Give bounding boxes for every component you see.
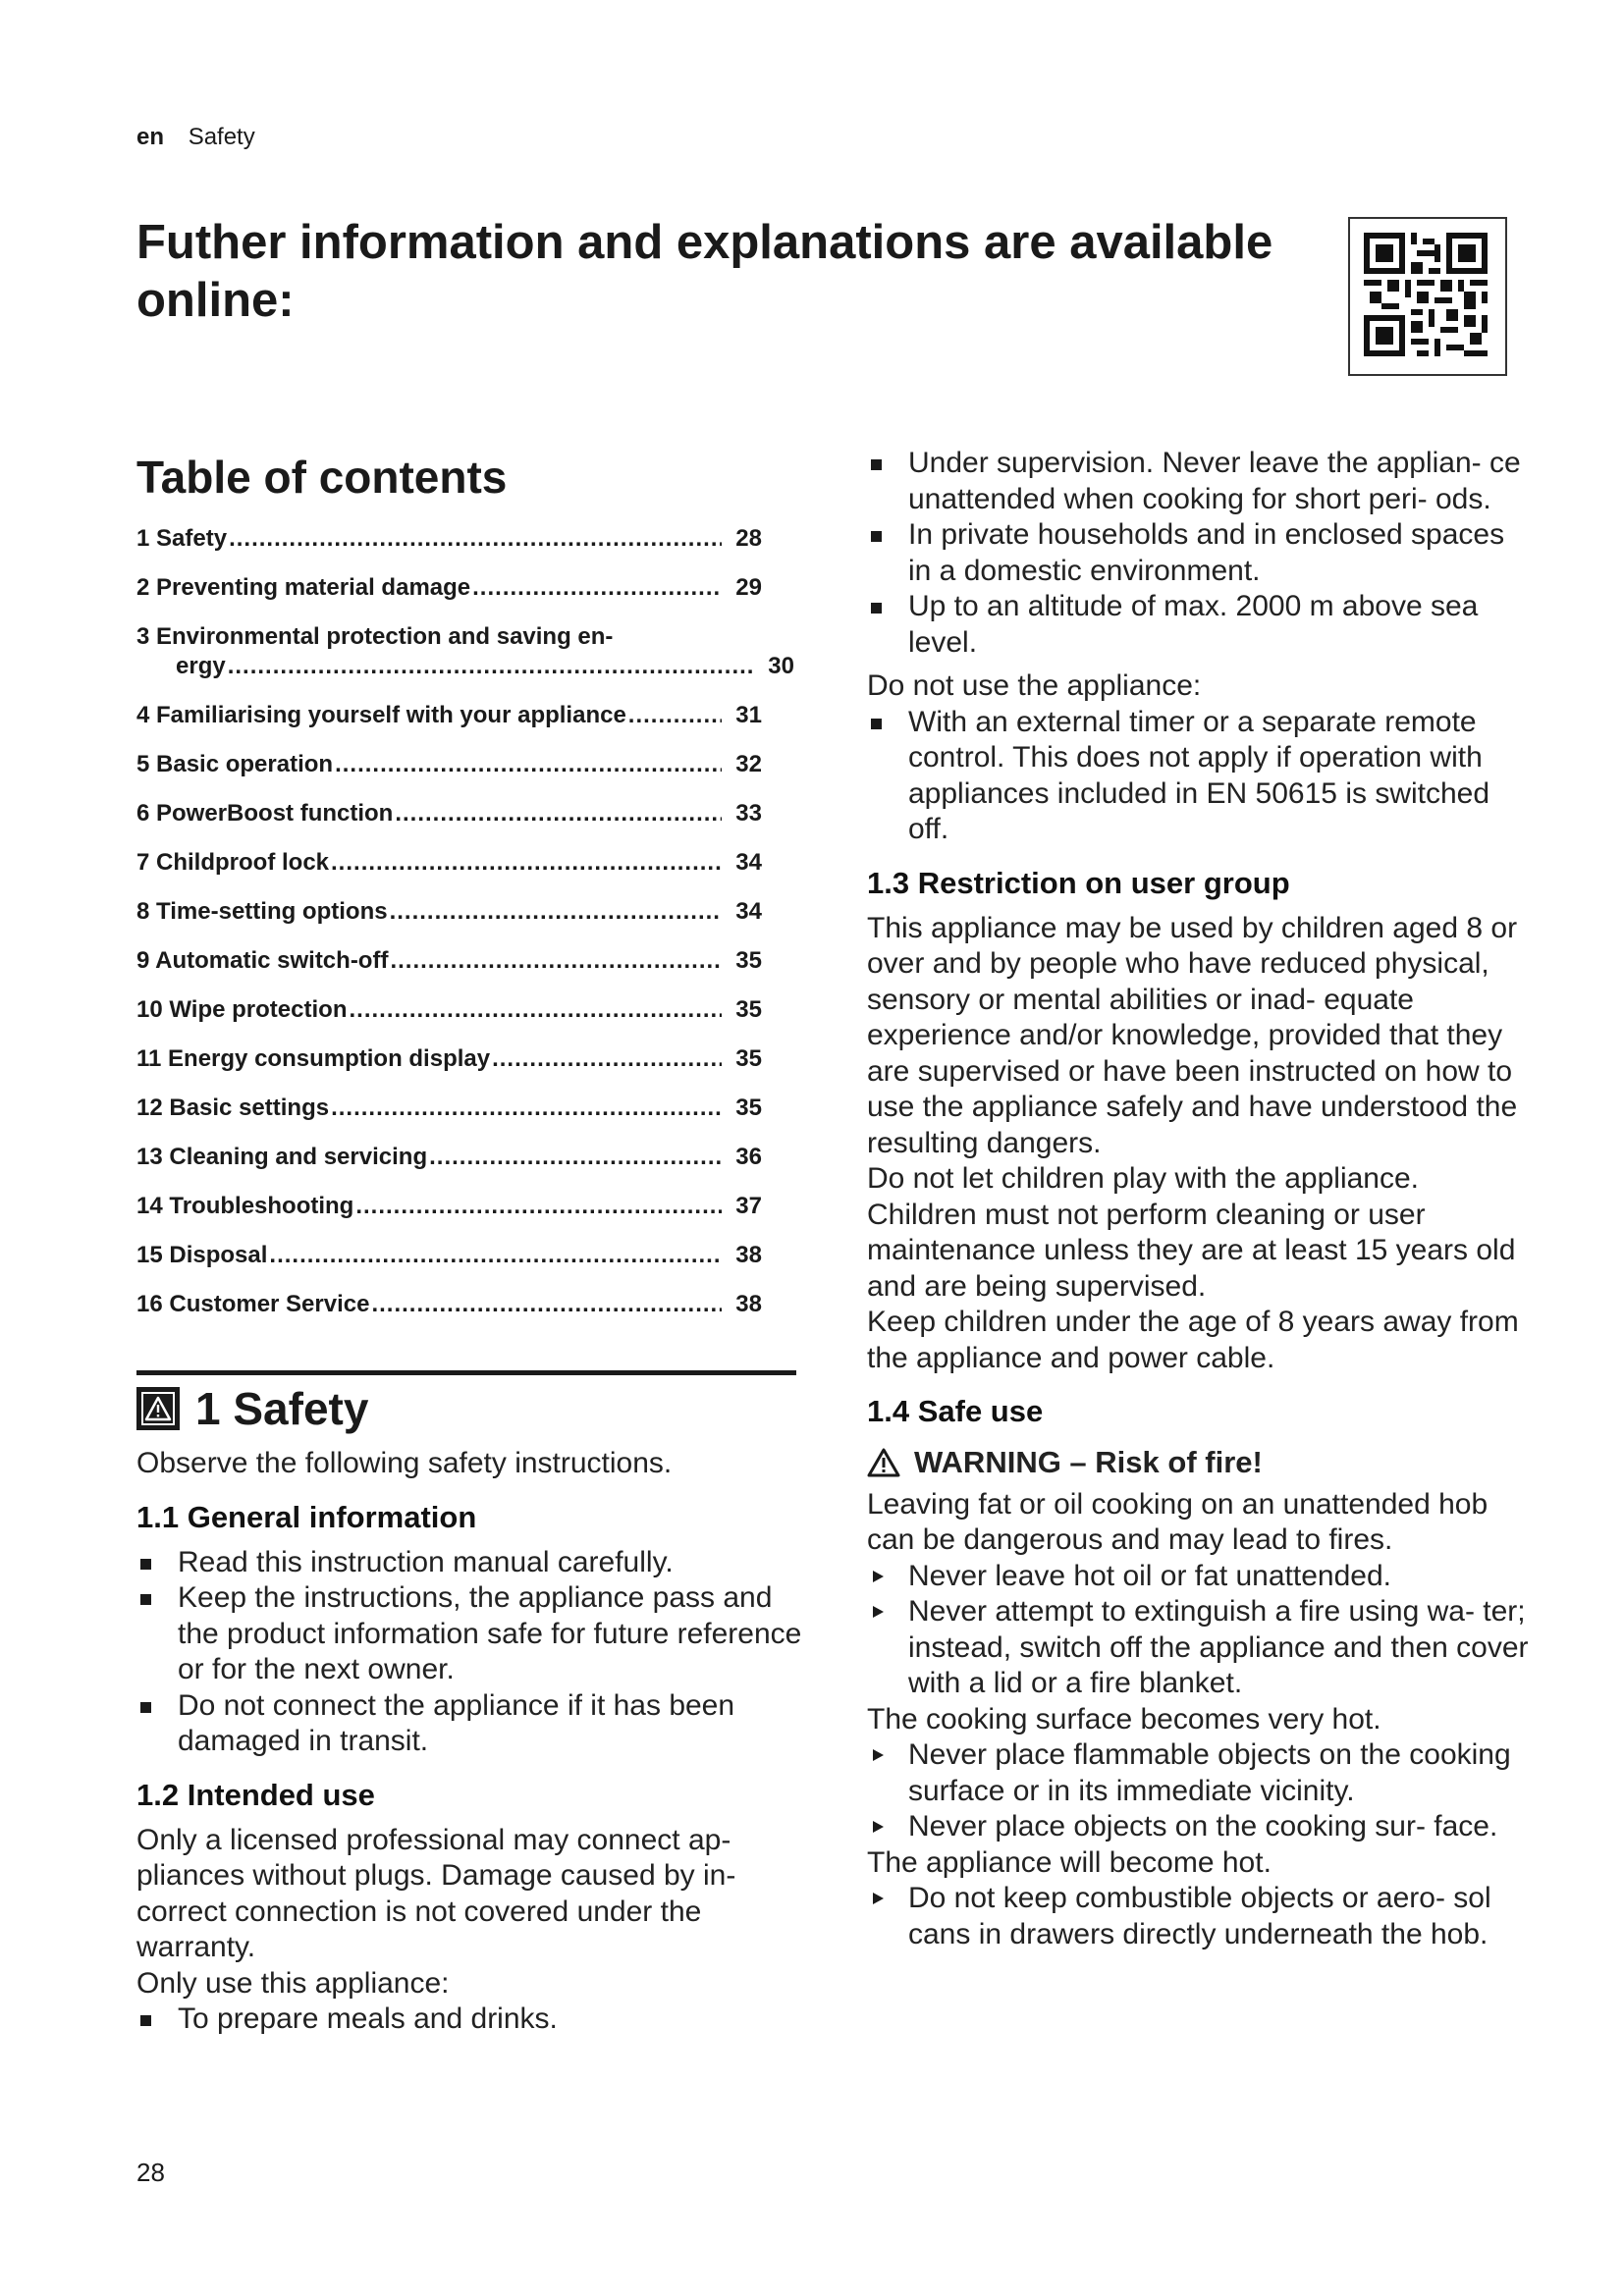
paragraph: The appliance will become hot. (867, 1845, 1272, 1879)
list-item: Never place objects on the cooking sur- face. (867, 1809, 1535, 1845)
toc-entry[interactable]: 8 Time-setting options ..... 34 (136, 897, 762, 927)
toc-entry[interactable]: 12 Basic settings ..... 35 (136, 1094, 762, 1123)
toc-entry[interactable]: 7 Childproof lock ..... 34 (136, 848, 762, 878)
toc-entry[interactable]: 15 Disposal ..... 38 (136, 1241, 762, 1270)
subheading-safe-use: 1.4 Safe use (867, 1394, 1044, 1428)
list-item: Up to an altitude of max. 2000 m above sea level. (867, 589, 1535, 661)
right-column (867, 446, 1535, 1952)
paragraph: This appliance may be used by children aged 8 or over and by people who have reduced physical, sensory or mental abilities or inad- equate experience and/or knowledge, provided that they are supervised or have been instructed on how to use the appliance safely and have understood the resulting dangers. (867, 911, 1518, 1159)
paragraph: Do not let children play with the appliance. (867, 1162, 1420, 1195)
toc (136, 450, 796, 1339)
toc-entry[interactable]: 1 Safety ..... 28 (136, 524, 762, 554)
steps-list (867, 1881, 1535, 1952)
page-number: 28 (136, 2158, 165, 2187)
toc-entry[interactable]: 6 PowerBoost function ..... 33 (136, 799, 762, 828)
qr-code-icon (1348, 217, 1507, 376)
section-name: Safety (188, 124, 255, 150)
toc-entry[interactable]: 14 Troubleshooting ..... 37 (136, 1192, 762, 1221)
safety-left-body (136, 1446, 804, 2038)
paragraph: Only a licensed professional may connect ap- pliances without plugs. Damage caused by in- correct connection is not covered under the warranty. (136, 1823, 736, 1963)
steps-list (867, 1737, 1535, 1845)
toc-entry[interactable]: 10 Wipe protection ..... 35 (136, 995, 762, 1025)
toc-entry[interactable]: 9 Automatic switch-off ..... 35 (136, 946, 762, 976)
intended-list-cont (867, 446, 1535, 661)
toc-entry[interactable]: 13 Cleaning and servicing ..... 36 (136, 1143, 762, 1172)
language-code: en (136, 124, 165, 150)
paragraph: Do not use the appliance: (867, 669, 1202, 702)
list-item: Never attempt to extinguish a fire using wa- ter; instead, switch off the appliance and then cover with a lid or a fire blanket. (867, 1594, 1535, 1702)
list-item: Never leave hot oil or fat unattended. (867, 1559, 1535, 1595)
paragraph: Only use this appliance: (136, 1966, 450, 2000)
list-item: Never place flammable objects on the cooking surface or in its immediate vicinity. (867, 1737, 1535, 1809)
general-list (136, 1545, 804, 1760)
section-heading-safety: 1 Safety (136, 1374, 368, 1443)
do-not-use-list (867, 705, 1535, 848)
steps-list (867, 1559, 1535, 1702)
list-item: Do not connect the appliance if it has been damaged in transit. (136, 1688, 804, 1760)
running-header (136, 124, 255, 151)
toc-entry[interactable]: 2 Preventing material damage ..... 29 (136, 573, 762, 603)
list-item: Do not keep combustible objects or aero- sol cans in drawers directly underneath the hob. (867, 1881, 1535, 1952)
warning-heading: WARNING – Risk of fire! (867, 1445, 1535, 1481)
list-item: With an external timer or a separate remote control. This does not apply if operation with appliances included in EN 50615 is switched off. (867, 705, 1535, 848)
list-item: To prepare meals and drinks. (136, 2002, 804, 2038)
warning-triangle-icon (136, 1387, 180, 1430)
subheading-intended-use: 1.2 Intended use (136, 1777, 375, 1812)
toc-entry[interactable]: 11 Energy consumption display ..... 35 (136, 1044, 762, 1074)
paragraph: The cooking surface becomes very hot. (867, 1702, 1381, 1735)
subheading-general-information: 1.1 General information (136, 1499, 477, 1534)
warning-icon (867, 1448, 900, 1477)
page-title: Futher information and explanations are available online: (136, 216, 1273, 327)
paragraph: Keep children under the age of 8 years away from the appliance and power cable. (867, 1306, 1519, 1374)
intended-list (136, 2002, 804, 2038)
toc-entry[interactable]: 16 Customer Service ..... 38 (136, 1290, 762, 1319)
paragraph: Children must not perform cleaning or user maintenance unless they are at least 15 years old and are being supervised. (867, 1198, 1516, 1303)
subheading-restriction: 1.3 Restriction on user group (867, 865, 1290, 900)
list-item: Under supervision. Never leave the applian- ce unattended when cooking for short peri- ods. (867, 446, 1535, 517)
paragraph: Leaving fat or oil cooking on an unattended hob can be dangerous and may lead to fires. (867, 1487, 1489, 1556)
safety-intro: Observe the following safety instructions. (136, 1447, 673, 1479)
list-item: In private households and in enclosed spaces in a domestic environment. (867, 517, 1535, 589)
toc-title: Table of contents (136, 452, 508, 503)
toc-entry[interactable]: 5 Basic operation ..... 32 (136, 750, 762, 779)
toc-entry[interactable]: 4 Familiarising yourself with your appliance ..... 31 (136, 701, 762, 730)
toc-entry[interactable]: 3 Environmental protection and saving en- ergy ..... 30 (136, 622, 794, 681)
list-item: Keep the instructions, the appliance pass and the product information safe for future reference or for the next owner. (136, 1580, 804, 1688)
list-item: Read this instruction manual carefully. (136, 1545, 804, 1581)
